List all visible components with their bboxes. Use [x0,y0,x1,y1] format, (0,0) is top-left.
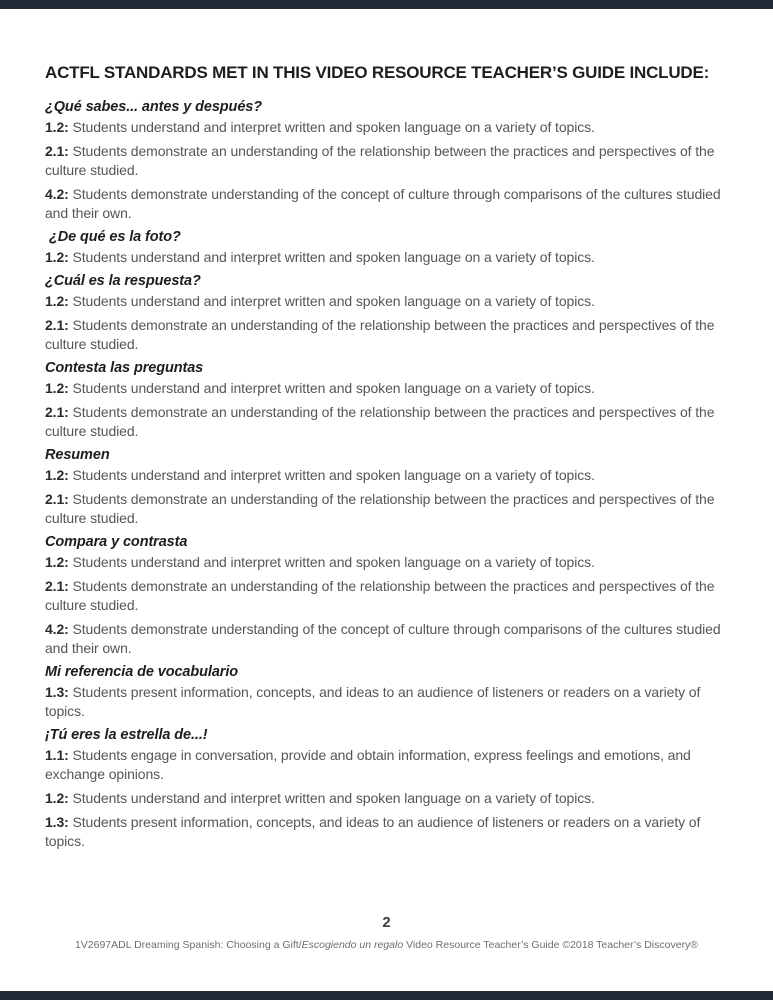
standard-paragraph [45,185,729,223]
standard-code: 1.1: [45,747,69,763]
standard-text: Students demonstrate understanding of the concept of culture through comparisons of the cultures studied and their own. [45,621,721,656]
standard-text: Students understand and interpret written and spoken language on a variety of topics. [72,380,595,396]
standard-code: 1.2: [45,467,69,483]
standard-code: 2.1: [45,404,69,420]
section-heading: Mi referencia de vocabulario [45,664,239,680]
standard-text: Students demonstrate an understanding of the relationship between the practices and perspectives of the culture studied. [45,578,715,613]
standard-paragraph [45,683,729,721]
standard-paragraph [45,292,729,311]
standard-text: Students understand and interpret written and spoken language on a variety of topics. [72,554,595,570]
standard-code: 4.2: [45,186,69,202]
standard-code: 1.2: [45,293,69,309]
section-heading: Compara y contrasta [45,534,188,550]
standard-paragraph [45,490,729,528]
standard-code: 1.2: [45,249,69,265]
standard-code: 2.1: [45,578,69,594]
standard-text: Students demonstrate an understanding of the relationship between the practices and perspectives of the culture studied. [45,491,715,526]
page-content [45,62,729,856]
standard-code: 1.2: [45,554,69,570]
standard-paragraph [45,620,729,658]
standard-paragraph [45,316,729,354]
standard-code: 1.2: [45,790,69,806]
standard-code: 2.1: [45,491,69,507]
standard-text: Students engage in conversation, provide and obtain information, express feelings and emotions, and exchange opinions. [45,747,691,782]
standard-text: Students demonstrate an understanding of the relationship between the practices and perspectives of the culture studied. [45,317,715,352]
standard-paragraph [45,379,729,398]
footer-text-italic: Escogiendo un regalo [301,939,404,951]
standard-paragraph [45,789,729,808]
page-number: 2 [382,914,391,931]
standard-text: Students understand and interpret written and spoken language on a variety of topics. [72,467,595,483]
standard-text: Students understand and interpret written and spoken language on a variety of topics. [72,293,595,309]
section-heading: Resumen [45,447,110,463]
standard-paragraph [45,248,729,267]
standard-paragraph [45,142,729,180]
standard-paragraph [45,813,729,851]
standard-text: Students understand and interpret written and spoken language on a variety of topics. [72,790,595,806]
standard-text: Students present information, concepts, and ideas to an audience of listeners or readers on a variety of topics. [45,814,701,849]
standard-text: Students demonstrate understanding of the concept of culture through comparisons of the cultures studied and their own. [45,186,721,221]
section-heading: ¿Cuál es la respuesta? [45,273,201,289]
standard-text: Students present information, concepts, and ideas to an audience of listeners or readers on a variety of topics. [45,684,701,719]
standard-code: 1.3: [45,684,69,700]
standard-paragraph [45,746,729,784]
footer-line [0,939,773,951]
standards-sections [45,98,729,851]
standard-code: 2.1: [45,143,69,159]
standard-paragraph [45,403,729,441]
standard-paragraph [45,466,729,485]
page-title: ACTFL STANDARDS MET IN THIS VIDEO RESOURCE TEACHER’S GUIDE INCLUDE: [45,63,710,82]
section-heading: Contesta las preguntas [45,360,204,376]
section-heading: ¿Qué sabes... antes y después? [45,99,262,115]
footer-text-start: 1V2697ADL Dreaming Spanish: Choosing a Gift/ [74,939,302,951]
standard-text: Students demonstrate an understanding of the relationship between the practices and perspectives of the culture studied. [45,143,715,178]
standard-code: 4.2: [45,621,69,637]
standard-paragraph [45,553,729,572]
bottom-edge-bar [0,991,773,1000]
standard-text: Students understand and interpret written and spoken language on a variety of topics. [72,119,595,135]
standard-text: Students understand and interpret written and spoken language on a variety of topics. [72,249,595,265]
standard-paragraph [45,118,729,137]
standard-code: 1.3: [45,814,69,830]
standard-code: 1.2: [45,380,69,396]
standard-code: 2.1: [45,317,69,333]
footer-text-end: Video Resource Teacher’s Guide ©2018 Teacher’s Discovery® [403,939,699,951]
top-edge-bar [0,0,773,9]
standard-paragraph [45,577,729,615]
standard-code: 1.2: [45,119,69,135]
section-heading: ¡Tú eres la estrella de...! [45,727,208,743]
standard-text: Students demonstrate an understanding of the relationship between the practices and perspectives of the culture studied. [45,404,715,439]
section-heading: ¿De qué es la foto? [45,229,181,245]
